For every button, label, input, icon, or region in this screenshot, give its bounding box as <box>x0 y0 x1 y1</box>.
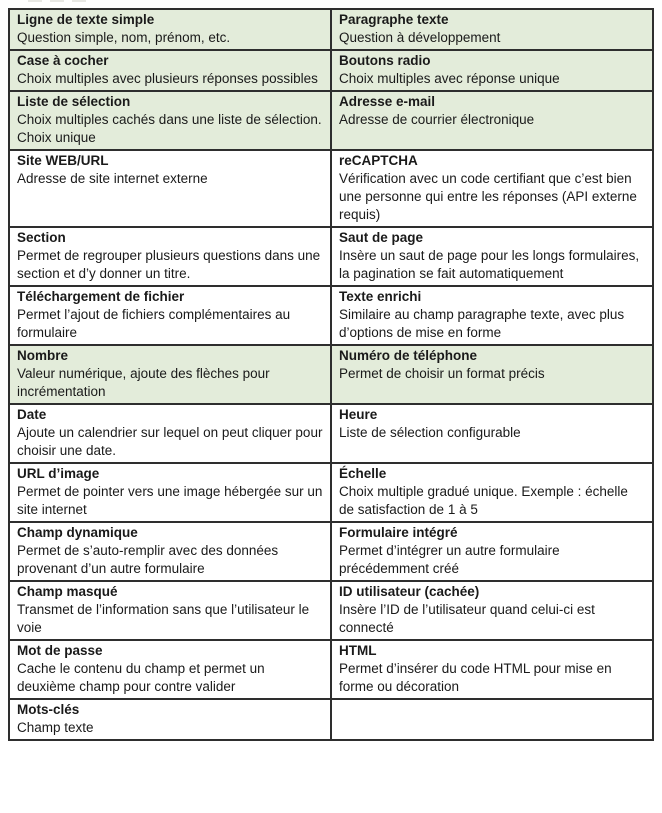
table-row <box>9 227 653 286</box>
field-type-description: Permet d’intégrer un autre formulaire précédemment créé <box>339 543 560 576</box>
field-type-title: Mot de passe <box>17 643 103 658</box>
table-cell <box>331 463 653 522</box>
field-type-description: Insère l’ID de l’utilisateur quand celui-ci est connecté <box>339 602 595 635</box>
field-types-table-body <box>9 9 653 740</box>
field-type-title: Nombre <box>17 348 69 363</box>
field-type-description: Question simple, nom, prénom, etc. <box>17 30 231 45</box>
table-cell <box>331 345 653 404</box>
field-type-title: Heure <box>339 407 378 422</box>
field-type-title: Mots-clés <box>17 702 80 717</box>
table-cell <box>9 404 331 463</box>
field-type-title: Formulaire intégré <box>339 525 458 540</box>
field-type-title: Site WEB/URL <box>17 153 109 168</box>
table-cell <box>331 150 653 227</box>
table-row <box>9 286 653 345</box>
field-type-description: Choix multiples avec réponse unique <box>339 71 560 86</box>
field-type-description: Permet de regrouper plusieurs questions dans une section et d’y donner un titre. <box>17 248 321 281</box>
field-type-title: Paragraphe texte <box>339 12 449 27</box>
field-type-title: Téléchargement de fichier <box>17 289 185 304</box>
field-type-description: Transmet de l’information sans que l’utilisateur le voie <box>17 602 310 635</box>
table-cell <box>9 227 331 286</box>
field-type-description: Liste de sélection configurable <box>339 425 521 440</box>
field-type-title: Case à cocher <box>17 53 109 68</box>
field-type-description: Permet d’insérer du code HTML pour mise en forme ou décoration <box>339 661 612 694</box>
table-row <box>9 345 653 404</box>
table-cell <box>9 150 331 227</box>
table-cell <box>331 581 653 640</box>
table-cell <box>9 699 331 740</box>
field-type-title: Champ dynamique <box>17 525 138 540</box>
field-type-description: Question à développement <box>339 30 501 45</box>
field-type-title: Numéro de téléphone <box>339 348 478 363</box>
table-row <box>9 50 653 91</box>
field-type-title: Échelle <box>339 466 387 481</box>
field-type-description: Choix multiples avec plusieurs réponses possibles <box>17 71 318 86</box>
table-row <box>9 581 653 640</box>
field-type-title: ID utilisateur (cachée) <box>339 584 480 599</box>
table-row <box>9 522 653 581</box>
field-type-description: Permet de s’auto-remplir avec des données provenant d’un autre formulaire <box>17 543 279 576</box>
table-cell <box>9 345 331 404</box>
table-cell <box>331 640 653 699</box>
table-cell <box>331 699 653 740</box>
table-row <box>9 640 653 699</box>
field-type-description: Adresse de courrier électronique <box>339 112 535 127</box>
table-cell <box>331 9 653 50</box>
table-cell <box>9 640 331 699</box>
table-cell <box>9 463 331 522</box>
field-type-description: Permet de choisir un format précis <box>339 366 545 381</box>
table-cell <box>331 286 653 345</box>
table-cell <box>331 522 653 581</box>
field-type-title: Boutons radio <box>339 53 431 68</box>
field-type-title: Date <box>17 407 47 422</box>
field-type-description: Permet de pointer vers une image hébergée sur un site internet <box>17 484 323 517</box>
field-types-table <box>8 8 654 741</box>
field-type-description: Adresse de site internet externe <box>17 171 208 186</box>
field-type-title: HTML <box>339 643 377 658</box>
field-type-description: Choix multiples cachés dans une liste de sélection. Choix unique <box>17 112 322 145</box>
table-row <box>9 699 653 740</box>
table-cell <box>9 581 331 640</box>
field-type-title: reCAPTCHA <box>339 153 418 168</box>
table-cell <box>9 91 331 150</box>
table-cell <box>331 404 653 463</box>
field-type-description: Champ texte <box>17 720 94 735</box>
table-cell <box>9 9 331 50</box>
field-type-description: Vérification avec un code certifiant que c’est bien une personne qui entre les réponses (API externe requis) <box>339 171 637 222</box>
cropped-text-fragment <box>28 0 88 2</box>
field-type-title: URL d’image <box>17 466 100 481</box>
field-type-description: Choix multiple gradué unique. Exemple : échelle de satisfaction de 1 à 5 <box>339 484 628 517</box>
table-cell <box>331 50 653 91</box>
table-cell <box>331 91 653 150</box>
field-type-description: Insère un saut de page pour les longs formulaires, la pagination se fait automatiquement <box>339 248 640 281</box>
table-row <box>9 91 653 150</box>
field-type-description: Permet l’ajout de fichiers complémentaires au formulaire <box>17 307 291 340</box>
table-cell <box>9 50 331 91</box>
table-row <box>9 150 653 227</box>
table-row <box>9 9 653 50</box>
table-row <box>9 463 653 522</box>
field-type-title: Ligne de texte simple <box>17 12 155 27</box>
field-type-description: Valeur numérique, ajoute des flèches pour incrémentation <box>17 366 270 399</box>
table-row <box>9 404 653 463</box>
table-cell <box>331 227 653 286</box>
table-cell <box>9 522 331 581</box>
field-type-title: Texte enrichi <box>339 289 422 304</box>
field-type-description: Cache le contenu du champ et permet un deuxième champ pour contre valider <box>17 661 265 694</box>
field-type-title: Adresse e-mail <box>339 94 436 109</box>
table-cell <box>9 286 331 345</box>
field-type-title: Liste de sélection <box>17 94 131 109</box>
field-type-description: Ajoute un calendrier sur lequel on peut cliquer pour choisir une date. <box>17 425 323 458</box>
field-type-title: Saut de page <box>339 230 424 245</box>
field-type-title: Champ masqué <box>17 584 118 599</box>
field-type-title: Section <box>17 230 66 245</box>
field-type-description: Similaire au champ paragraphe texte, avec plus d’options de mise en forme <box>339 307 625 340</box>
